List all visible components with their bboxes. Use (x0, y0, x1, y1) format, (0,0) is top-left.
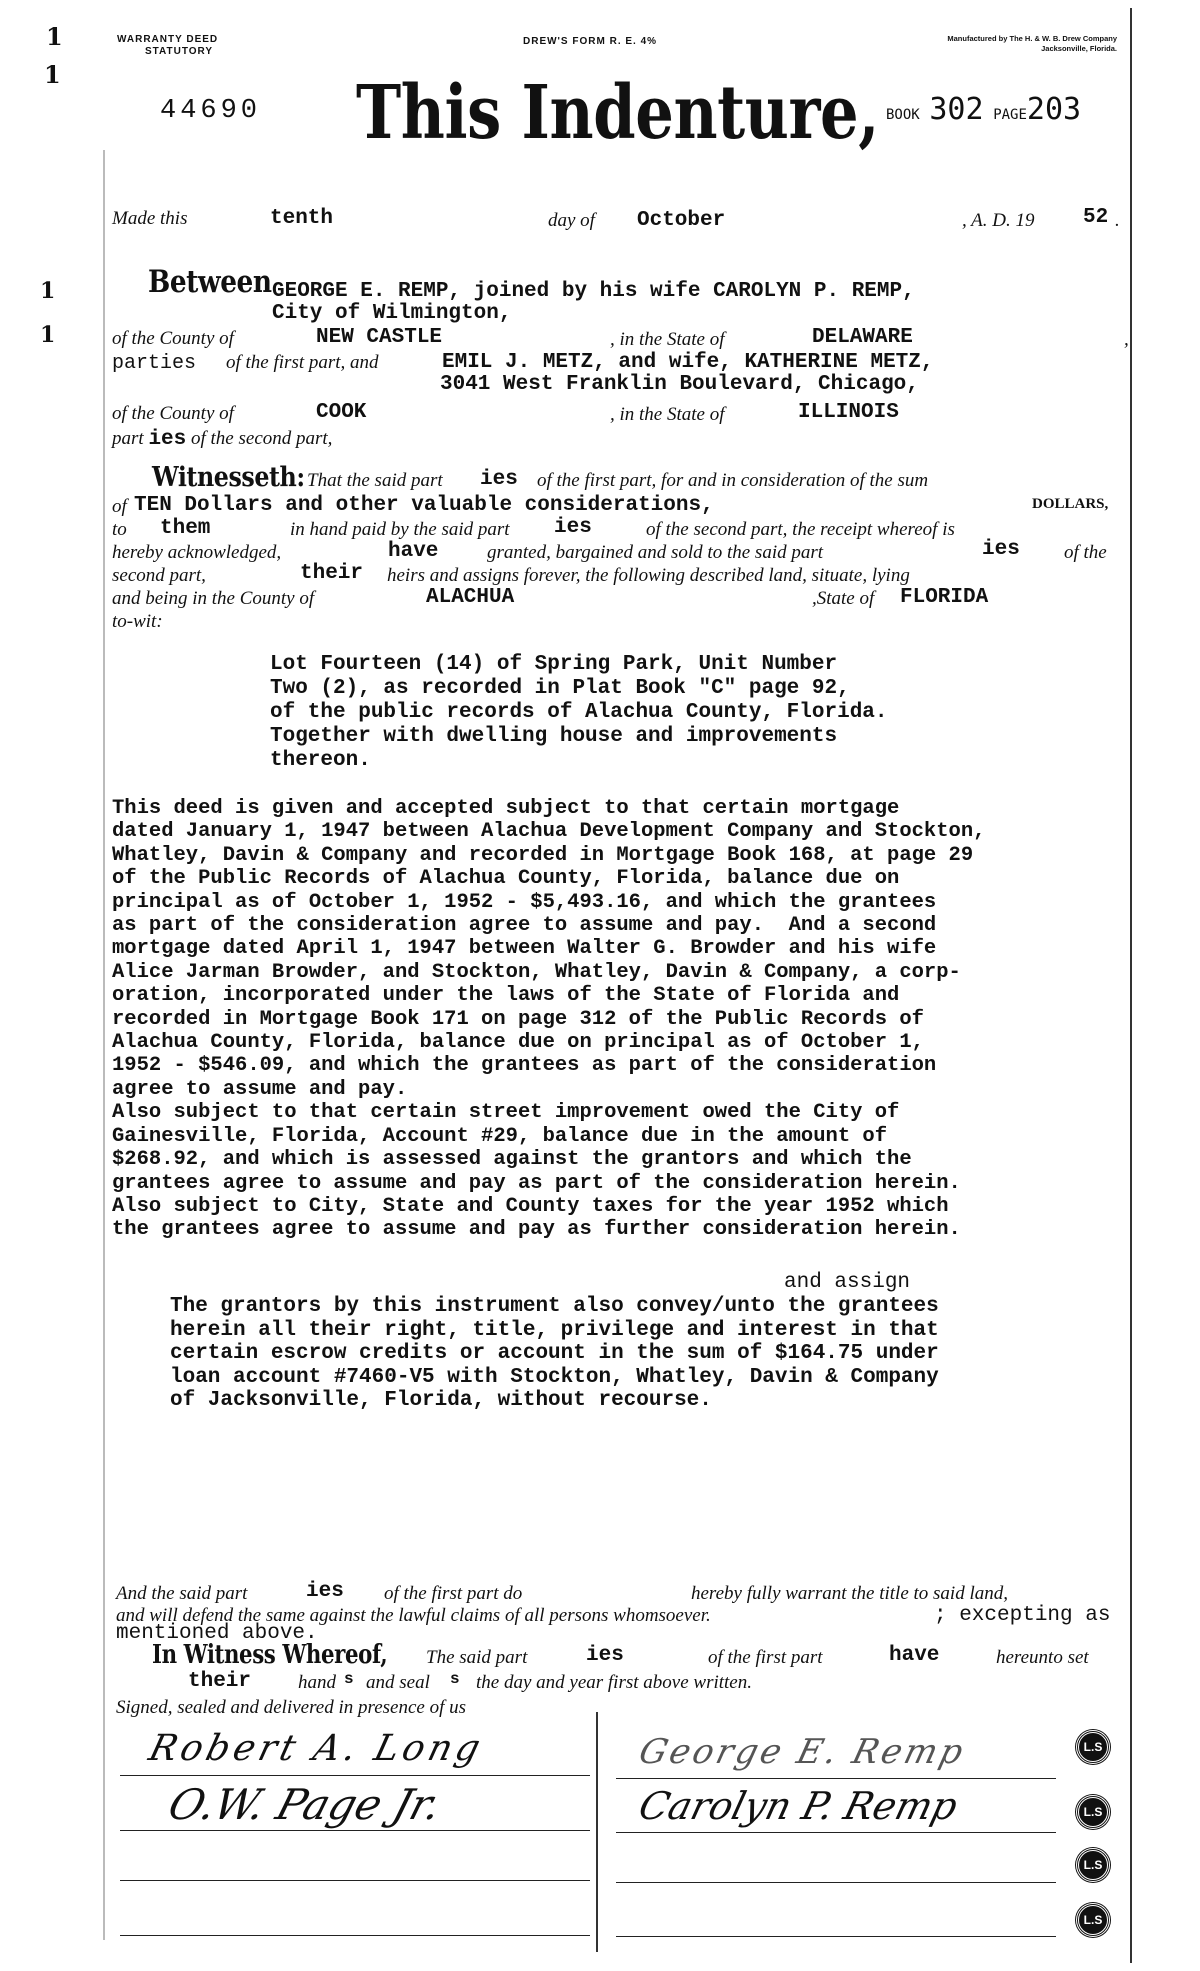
document-number: 44690 (160, 96, 262, 126)
deed-type: WARRANTY DEED STATUTORY (117, 34, 219, 57)
book-page-stamp: BOOK 302 PAGE203 (886, 92, 1082, 127)
seal-icon: L.S (1076, 1730, 1110, 1764)
day-of-label: day of (548, 210, 595, 231)
witness-signature-2: O.W. Page Jr. (162, 1780, 448, 1829)
witness-line-4 (120, 1935, 590, 1936)
state-value-2: ILLINOIS (798, 401, 899, 424)
in-witness-line-2: their hand s and seal s the day and year first above written. (188, 1670, 752, 1693)
witness-line-2 (120, 1830, 590, 1831)
grantor-signature-2: Carolyn P. Remp (634, 1784, 962, 1828)
grantee-address: 3041 West Franklin Boulevard, Chicago, (440, 373, 919, 396)
month-value: October (637, 209, 726, 232)
in-witness-line-3: Signed, sealed and delivered in presence of us (116, 1697, 466, 1718)
form-label: DREW'S FORM R. E. 4% (523, 36, 658, 47)
parties-word: parties (112, 352, 197, 375)
made-this-label: Made this (112, 208, 188, 229)
left-margin-line (103, 150, 105, 1940)
witness-signature-1: Robert A. Long (144, 1728, 489, 1769)
grantor-line-1 (616, 1778, 1056, 1779)
state-value-1: DELAWARE (812, 326, 913, 349)
first-part-and: of the first part, and (226, 352, 379, 373)
second-part-line: part ies of the second part, (112, 428, 333, 451)
state-label-2: , in the State of (610, 404, 725, 425)
year-value: 52 (1083, 206, 1109, 229)
seal-icon: L.S (1076, 1848, 1110, 1882)
witness-line-1 (120, 1775, 590, 1776)
county-label-1: of the County of (112, 328, 234, 349)
seal-icon: L.S (1076, 1795, 1110, 1829)
margin-mark: 1 (46, 22, 63, 51)
warranty-line-2: and will defend the same against the lawful claims of all persons whomsoever. ; excepting as (116, 1604, 1111, 1627)
in-witness-heading: In Witness Whereof, (152, 1640, 388, 1670)
grantor-line-2 (616, 1832, 1056, 1833)
grantor-names: GEORGE E. REMP, joined by his wife CAROLYN P. REMP, (272, 280, 915, 303)
witnesseth-heading: Witnesseth: (152, 462, 305, 493)
made-end: . (1115, 210, 1120, 231)
county-value-1: NEW CASTLE (316, 326, 443, 349)
warranty-line-1: And the said part ies of the first part do hereby fully warrant the title to said land, (116, 1580, 1008, 1604)
legal-description: Lot Fourteen (14) of Spring Park, Unit Number Two (2), as recorded in Plat Book "C" page 92, of the public records of Alachua County, Florida. Together with dwelling house and improvements thereon. (270, 653, 888, 772)
state-label-1: , in the State of (610, 329, 725, 350)
in-witness-line-1: In Witness Whereof, The said part ies of the first part have hereunto set (152, 1640, 1089, 1670)
witnesseth-block: Witnesseth: That the said part ies of the first part, for and in consideration of the sum of TEN Dollars and other valuable considerations, DOLLARS, to them in hand paid by the said part ies of the second part, the receipt whereof is hereby acknowledged, have granted, bargained and sold to the said part ies of the second part, their heirs and assigns forever, the following described land, situate, lying and being in the County of ALACHUA ,State of FLORIDA to-wit: (112, 462, 1109, 632)
margin-mark: 1 (44, 60, 61, 89)
day-value: tenth (270, 207, 334, 230)
margin-mark: 1 (40, 278, 56, 304)
county-value-2: COOK (316, 401, 367, 424)
mortgage-paragraph: This deed is given and accepted subject to that certain mortgage dated January 1, 1947 between Alachua Development Company and Stockton, Whatley, Davin & Company and recorded in Mortgage Book 168, at page 29 of the Public Records of Alachua County, Florida, balance due on principal as of October 1, 1952 - $5,493.16, and which the grantees as part of the consideration agree to assume and pay. And a second mortgage dated April 1, 1947 between Walter G. Browder and his wife Alice Jarman Browder, and Stockton, Whatley, Davin & Company, a corp- oration, incorporated under the laws of the State of Florida and recorded in Mortgage Book 171 on page 312 of the Public Records of Alachua County, Florida, balance due on principal as of October 1, 1952 - $546.09, and which the grantees as part of the consideration agree to assume and pay. Also subject to that certain street improvement owed the City of Gainesville, Florida, Account #29, balance due in the amount of $268.92, and which is assessed against the grantors and which the grantees agree to assume and pay as part of the consideration herein. Also subject to City, State and County taxes for the year 1952 which the grantees agree to assume and pay as further consideration herein. (112, 797, 986, 1242)
seal-icon: L.S (1076, 1903, 1110, 1937)
grantee-names: EMIL J. METZ, and wife, KATHERINE METZ, (442, 351, 934, 374)
county-label-2: of the County of (112, 403, 234, 424)
state-comma: , (1124, 329, 1129, 350)
warranty-line-3: mentioned above. (116, 1622, 318, 1645)
grantor-line-3 (616, 1882, 1056, 1883)
grantor-line-4 (616, 1936, 1056, 1937)
signature-bracket (596, 1712, 598, 1952)
manufacturer-note: Manufactured by The H. & W. B. Drew Company Jacksonville, Florida. (947, 34, 1117, 53)
right-margin-line (1130, 8, 1132, 1963)
escrow-insert: and assign (784, 1271, 911, 1294)
ad-label: , A. D. 19 (962, 210, 1035, 231)
escrow-paragraph: The grantors by this instrument also convey/unto the grantees herein all their right, title, privilege and interest in that certain escrow credits or account in the sum of $164.75 under loan account #7460-V5 with Stockton, Whatley, Davin & Company of Jacksonville, Florida, without recourse. (170, 1295, 939, 1413)
document-title: This Indenture, (356, 70, 879, 156)
witness-line-3 (120, 1880, 590, 1881)
margin-mark: 1 (40, 322, 56, 348)
grantor-signature-1: George E. Remp (635, 1732, 970, 1772)
grantor-city: City of Wilmington, (272, 302, 512, 325)
between-heading: Between (148, 264, 272, 300)
